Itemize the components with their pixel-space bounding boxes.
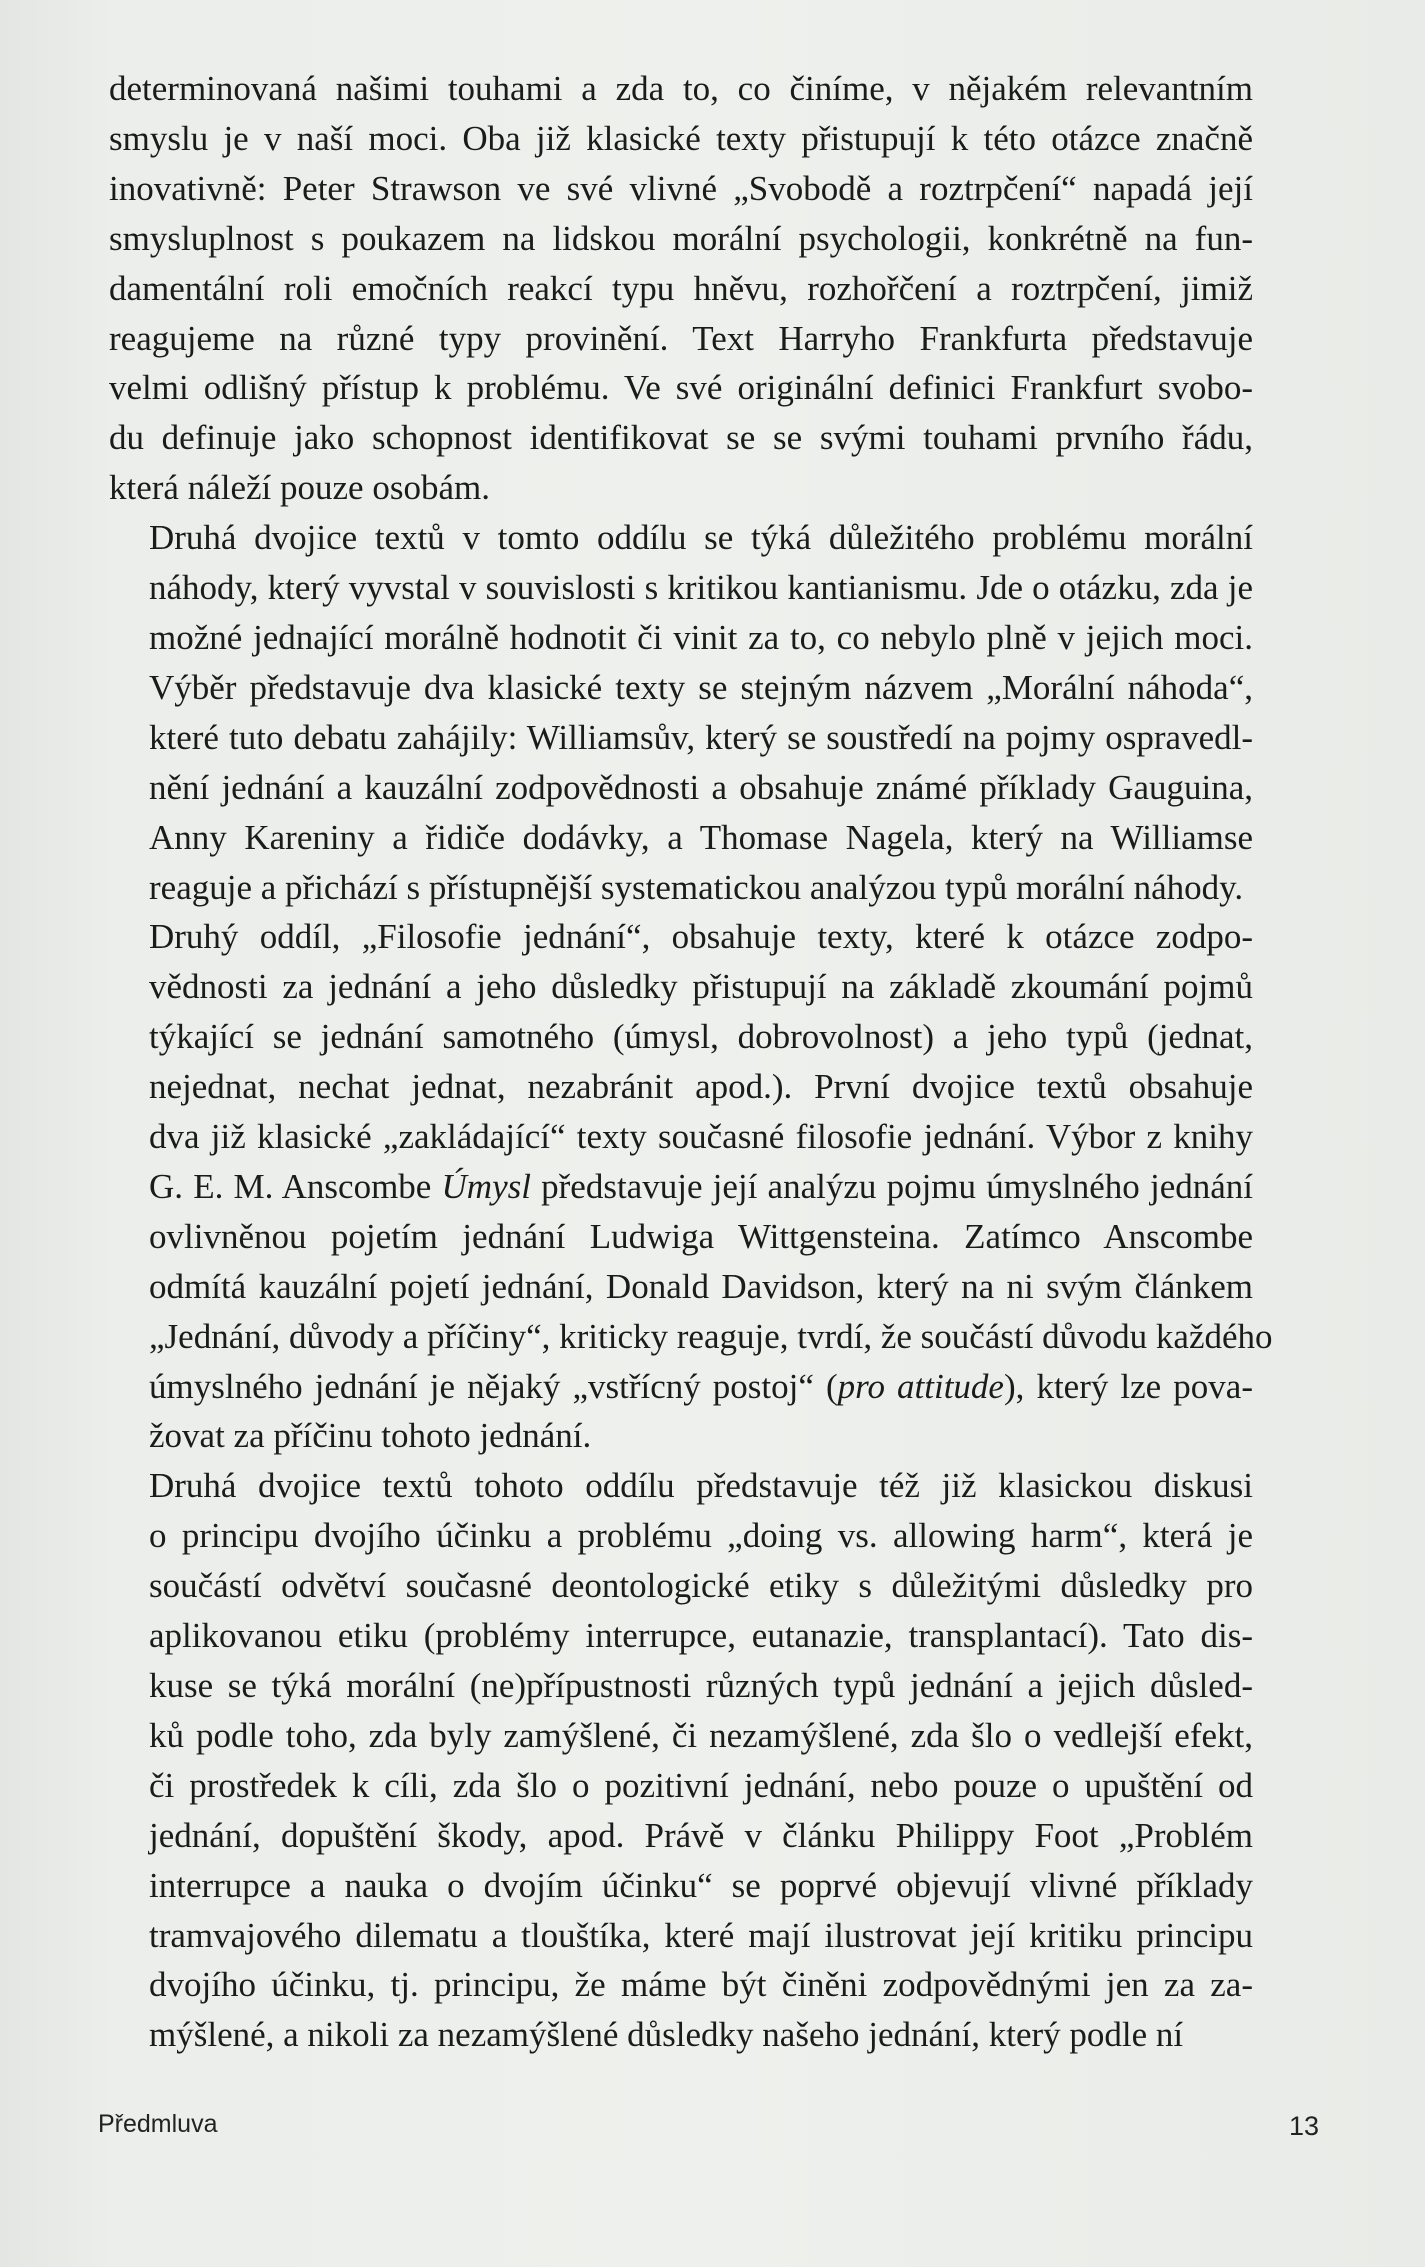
text-line: ovlivněnou pojetím jednání Ludwiga Wittgensteina. Zatímco Anscombe (149, 1216, 1253, 1256)
page-number: 13 (1288, 2111, 1319, 2141)
text-line: Druhá dvojice textů tohoto oddílu představuje též již klasickou diskusi (149, 1466, 1253, 1506)
text-line: o principu dvojího účinku a problému „doing vs. allowing harm“, která je (149, 1516, 1253, 1556)
text-line: odmítá kauzální pojetí jednání, Donald Davidson, který na ni svým článkem (149, 1266, 1253, 1306)
paragraph (109, 912, 1273, 1461)
text-line: determinovaná našimi touhami a zda to, co činíme, v nějakém relevantním (109, 69, 1253, 108)
paragraph (109, 1461, 1253, 2060)
text-line: žovat za příčinu tohoto jednání. (149, 1416, 592, 1456)
text-line: úmyslného jednání je nějaký „vstřícný postoj“ (pro attitude), který lze pova- (149, 1366, 1253, 1406)
text-line: která náleží pouze osobám. (109, 468, 490, 508)
text-line: Anny Kareniny a řidiče dodávky, a Thomase Nagela, který na Williamse (149, 817, 1253, 857)
paragraph (109, 513, 1253, 912)
text-line: damentální roli emočních reakcí typu hněvu, rozhořčení a roztrpčení, jimiž (109, 268, 1253, 308)
text-line: Druhá dvojice textů v tomto oddílu se týká důležitého problému morální (149, 518, 1253, 558)
text-line: nejednat, nechat jednat, nezabránit apod.). První dvojice textů obsahuje (149, 1067, 1253, 1107)
text-line: Druhý oddíl, „Filosofie jednání“, obsahuje texty, které k otázce zodpo- (149, 917, 1253, 957)
text-line: ků podle toho, zda byly zamýšlené, či nezamýšlené, zda šlo o vedlejší efekt, (149, 1715, 1253, 1755)
text-line: du definuje jako schopnost identifikovat se se svými touhami prvního řádu, (109, 418, 1253, 458)
text-line: G. E. M. Anscombe Úmysl představuje její analýzu pojmu úmyslného jednání (149, 1166, 1253, 1206)
text-line: reaguje a přichází s přístupnější systematickou analýzou typů morální náhody. (149, 867, 1244, 907)
text-line: tramvajového dilematu a tlouštíka, které mají ilustrovat její kritiku principu (149, 1915, 1253, 1955)
text-line: dvojího účinku, tj. principu, že máme být činěni zodpovědnými jen za za- (149, 1965, 1253, 2005)
paragraph (109, 64, 1253, 513)
text-line: které tuto debatu zahájily: Williamsův, který se soustředí na pojmy ospravedl- (149, 717, 1253, 757)
body-text (109, 64, 1273, 2060)
text-line: nění jednání a kauzální zodpovědnosti a obsahuje známé příklady Gauguina, (149, 767, 1253, 807)
text-line: smyslu je v naší moci. Oba již klasické texty přistupují k této otázce značně (109, 118, 1253, 158)
running-footer-section-title: Předmluva (98, 2110, 218, 2138)
text-line: inovativně: Peter Strawson ve své vlivné „Svobodě a roztrpčení“ napadá její (109, 168, 1253, 208)
text-line: Výběr představuje dva klasické texty se stejným názvem „Morální náhoda“, (149, 667, 1253, 707)
text-line: součástí odvětví současné deontologické etiky s důležitými důsledky pro (149, 1566, 1253, 1606)
text-line: interrupce a nauka o dvojím účinku“ se poprvé objevují vlivné příklady (149, 1865, 1253, 1905)
text-line: smysluplnost s poukazem na lidskou morální psychologii, konkrétně na fun- (109, 218, 1253, 258)
text-line: vědnosti za jednání a jeho důsledky přistupují na základě zkoumání pojmů (149, 967, 1253, 1007)
text-line: velmi odlišný přístup k problému. Ve své originální definici Frankfurt svobo- (109, 368, 1253, 408)
text-line: náhody, který vyvstal v souvislosti s kritikou kantianismu. Jde o otázku, zda je (149, 568, 1253, 608)
text-line: mýšlené, a nikoli za nezamýšlené důsledky našeho jednání, který podle ní (149, 2015, 1184, 2055)
text-line: možné jednající morálně hodnotit či vinit za to, co nebylo plně v jejich moci. (149, 617, 1253, 657)
text-line: kuse se týká morální (ne)přípustnosti různých typů jednání a jejich důsled- (149, 1666, 1253, 1705)
text-line: aplikovanou etiku (problémy interrupce, eutanazie, transplantací). Tato dis- (149, 1616, 1253, 1656)
text-line: dva již klasické „zakládající“ texty současné filosofie jednání. Výbor z knihy (149, 1117, 1253, 1157)
text-line: „Jednání, důvody a příčiny“, kriticky reaguje, tvrdí, že součástí důvodu každého (149, 1316, 1273, 1356)
text-line: reagujeme na různé typy provinění. Text Harryho Frankfurta představuje (109, 318, 1253, 358)
text-line: týkající se jednání samotného (úmysl, dobrovolnost) a jeho typů (jednat, (149, 1017, 1253, 1057)
text-line: či prostředek k cíli, zda šlo o pozitivní jednání, nebo pouze o upuštění od (149, 1765, 1253, 1805)
text-line: jednání, dopuštění škody, apod. Právě v článku Philippy Foot „Problém (149, 1815, 1253, 1855)
